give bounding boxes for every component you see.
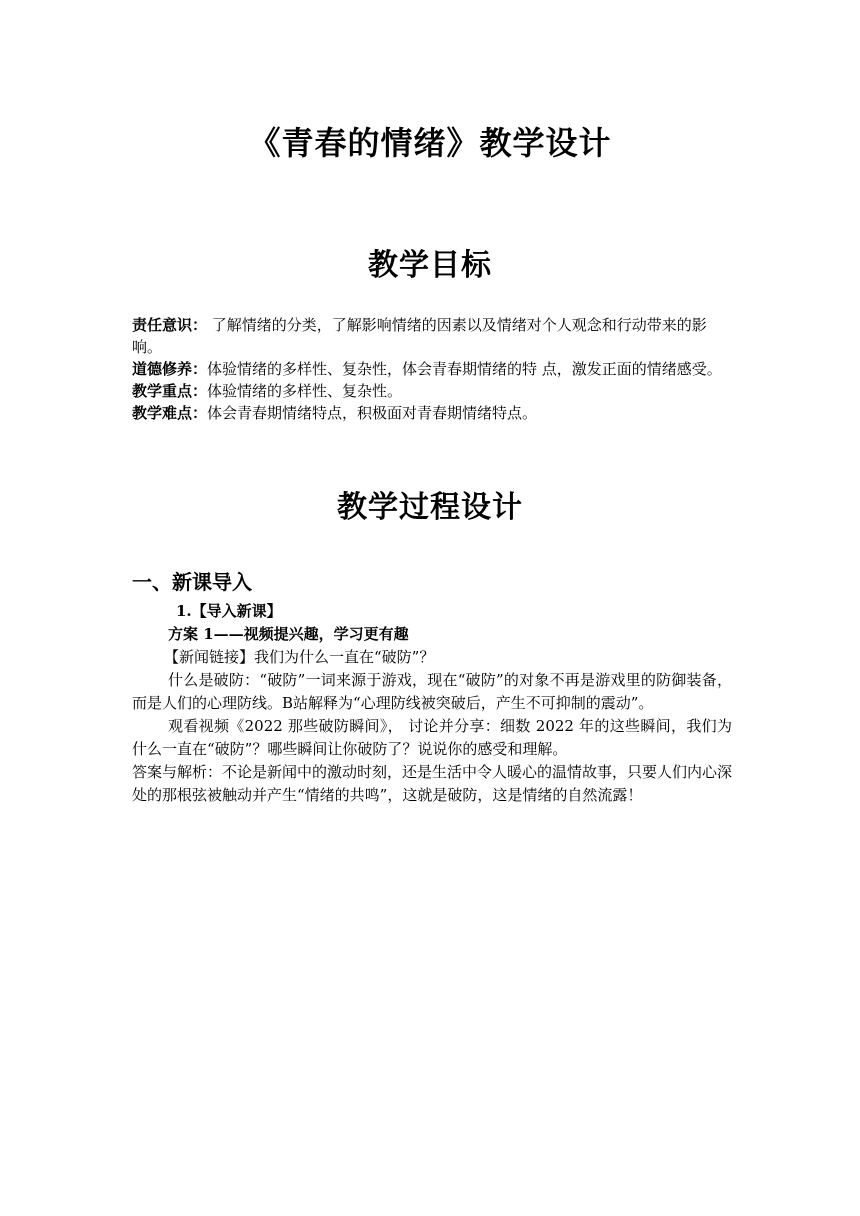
objectives-heading: 教学目标 <box>368 248 492 283</box>
paragraph: 观看视频《2022 那些破防瞬间》， 讨论并分享：细数 2022 年的这些瞬间，我们为什么一直在“破防”？哪些瞬间让你破防了？说说你的感受和理解。 <box>132 717 732 758</box>
objective-label: 教学难点： <box>132 404 208 422</box>
section-body <box>132 600 732 807</box>
objective-text: 体会青春期情绪特点，积极面对青春期情绪特点。 <box>207 404 538 422</box>
plan-heading: 方案 1——视频提兴趣，学习更有趣 <box>168 625 409 643</box>
objective-item <box>132 358 732 380</box>
objective-text: 体验情绪的多样性、复杂性。 <box>207 382 403 400</box>
objective-item <box>132 402 732 424</box>
process-heading: 教学过程设计 <box>337 490 523 525</box>
objective-label: 责任意识： <box>132 316 208 334</box>
objectives-list <box>132 314 732 424</box>
paragraph: 什么是破防：“破防”一词来源于游戏，现在“破防”的对象不再是游戏里的防御装备，而是人们的心理防线。B站解释为“心理防线被突破后，产生不可抑制的震动”。 <box>132 671 732 712</box>
news-link: 【新闻链接】我们为什么一直在“破防”？ <box>164 648 435 666</box>
document-title: 《青春的情绪》教学设计 <box>248 124 612 162</box>
objective-item <box>132 380 732 402</box>
objective-text: 体验情绪的多样性、复杂性，体会青春期情绪的特 点，激发正面的情绪感受。 <box>207 360 722 378</box>
objective-item <box>132 314 732 358</box>
step-heading: 1.【导入新课】 <box>176 602 282 620</box>
section-heading: 一、新课导入 <box>132 570 252 594</box>
objective-label: 教学重点： <box>132 382 208 400</box>
answer-paragraph: 答案与解析：不论是新闻中的激动时刻，还是生活中令人暖心的温情故事，只要人们内心深处的那根弦被触动并产生“情绪的共鸣”，这就是破防，这是情绪的自然流露！ <box>132 763 733 804</box>
objective-label: 道德修养： <box>132 360 208 378</box>
objective-text: 了解情绪的分类，了解影响情绪的因素以及情绪对个人观念和行动带来的影响。 <box>132 316 707 356</box>
